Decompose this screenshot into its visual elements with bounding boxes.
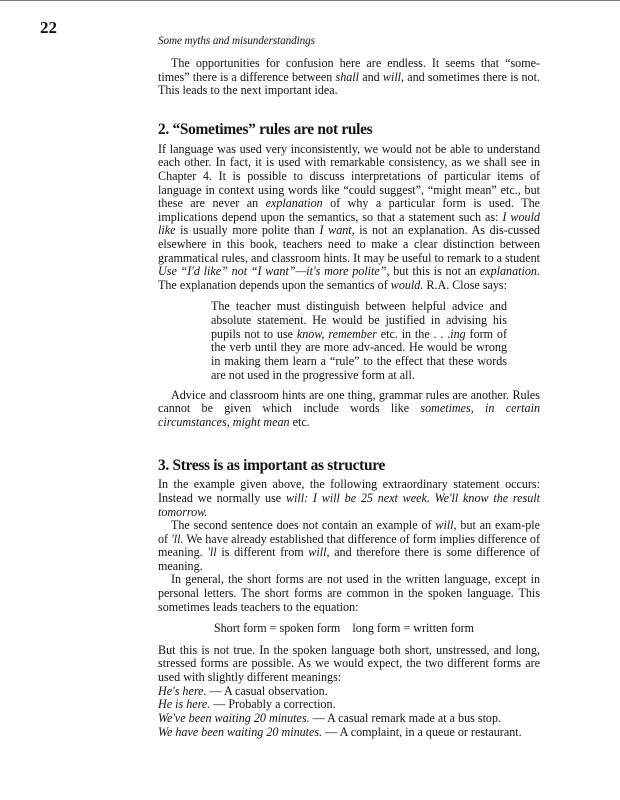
page-body: [158, 57, 540, 739]
italic-run: sometimes, in certain circumstances, might mean: [158, 401, 540, 429]
italic-run: ing: [450, 326, 466, 341]
italic-run: explanation.: [479, 264, 540, 279]
section-3-heading: 3. Stress is as important as structure: [158, 457, 386, 475]
italic-run: Use “I'd like” not “I want”—it's more polite”,: [158, 264, 390, 279]
section-3-paragraph-1: In the example given above, the following extraordinary statement occurs: Instead we normally use will: I will be 25 next week. We'll know the result tomorrow.: [158, 477, 541, 519]
example-sentence: He's here.: [158, 683, 207, 698]
equation: Short form = spoken form long form = written form: [213, 621, 475, 636]
example-item: [158, 698, 540, 712]
section-2-paragraph-1: If language was used very inconsistently, we would not be able to understand each other. In fact, it is used with remarkable consistency, as we shall see in Chapter 4. It is possible to discuss interpretations of particular items of language in context using words like “could suggest”, “might mean” etc., but these are never an explanation of why a particular form is used. The implications depend upon the semantics, so that a statement such as: I would like is usually more polite than I want, is not an explanation. As dis-cussed elsewhere in this book, teachers need to make a clear distinction between grammatical rules, and classroom hints. It may be useful to remark to a student Use “I'd like” not “I want”—it's more polite”, but this is not an explanation. The explanation depends upon the semantics of would. R.A. Close says:: [158, 141, 541, 292]
italic-run: I would like: [158, 209, 540, 238]
scan-top-border: [0, 0, 620, 1]
example-sentence: We have been waiting 20 minutes.: [158, 724, 323, 739]
example-list: [158, 685, 540, 740]
page-number: 22: [40, 18, 57, 37]
example-sentence: We've been waiting 20 minutes.: [158, 711, 310, 726]
example-gloss: — Probably a correction.: [210, 697, 336, 712]
example-item: [158, 712, 540, 726]
section-2-heading: 2. “Sometimes” rules are not rules: [158, 120, 373, 138]
example-item: [158, 685, 540, 699]
italic-run: 'll.: [171, 531, 184, 546]
section-3-paragraph-2: The second sentence does not contain an example of will, but an exam-ple of 'll. We have already established that difference of form implies difference of meaning. 'll is different from will, and therefore there is some difference of meaning.: [158, 518, 540, 573]
block-quote: The teacher must distinguish between helpful advice and absolute statement. He would be justified in advising his pupils not to use know, remember etc. in the . . .ing form of the verb until they are more adv-anced. He would be wrong in making them learn a “rule” to the effect that these words are not used in the progressive form at all.: [211, 299, 507, 382]
italic-run: will: I will be 25 next week. We'll know the result tomorrow.: [158, 490, 541, 519]
section-3-paragraph-4: But this is not true. In the spoken language both short, unstressed, and long, stressed forms are possible. As we would expect, the two different forms are used with slightly different meanings:: [158, 642, 540, 685]
italic-run: will,: [435, 518, 457, 533]
example-sentence: He is here.: [158, 697, 211, 712]
italic-run: would.: [390, 277, 424, 292]
example-item: [158, 726, 540, 740]
example-gloss: — A complaint, in a queue or restaurant.: [322, 724, 522, 739]
example-gloss: — A casual remark made at a bus stop.: [309, 711, 502, 726]
italic-run: will,: [308, 545, 330, 560]
running-head: Some myths and misunderstandings: [158, 35, 315, 47]
section-2-paragraph-2: Advice and classroom hints are one thing, grammar rules are another. Rules cannot be given which include words like sometimes, in certain circumstances, might mean etc.: [158, 387, 540, 429]
italic-run: will,: [382, 69, 405, 84]
intro-paragraph: The opportunities for confusion here are endless. It seems that “some-times” there is a difference between shall and will, and sometimes there is not. This leads to the next important idea.: [158, 56, 540, 98]
italic-run: explanation: [265, 196, 323, 211]
italic-run: I want,: [319, 223, 355, 238]
italic-run: shall: [335, 69, 360, 84]
example-gloss: — A casual observation.: [206, 683, 328, 698]
section-3-paragraph-3: In general, the short forms are not used in the written language, except in personal letters. The short forms are common in the spoken language. This sometimes leads teachers to the equation:: [158, 572, 540, 614]
italic-run: know, remember: [296, 326, 377, 341]
italic-run: 'll: [207, 545, 217, 560]
